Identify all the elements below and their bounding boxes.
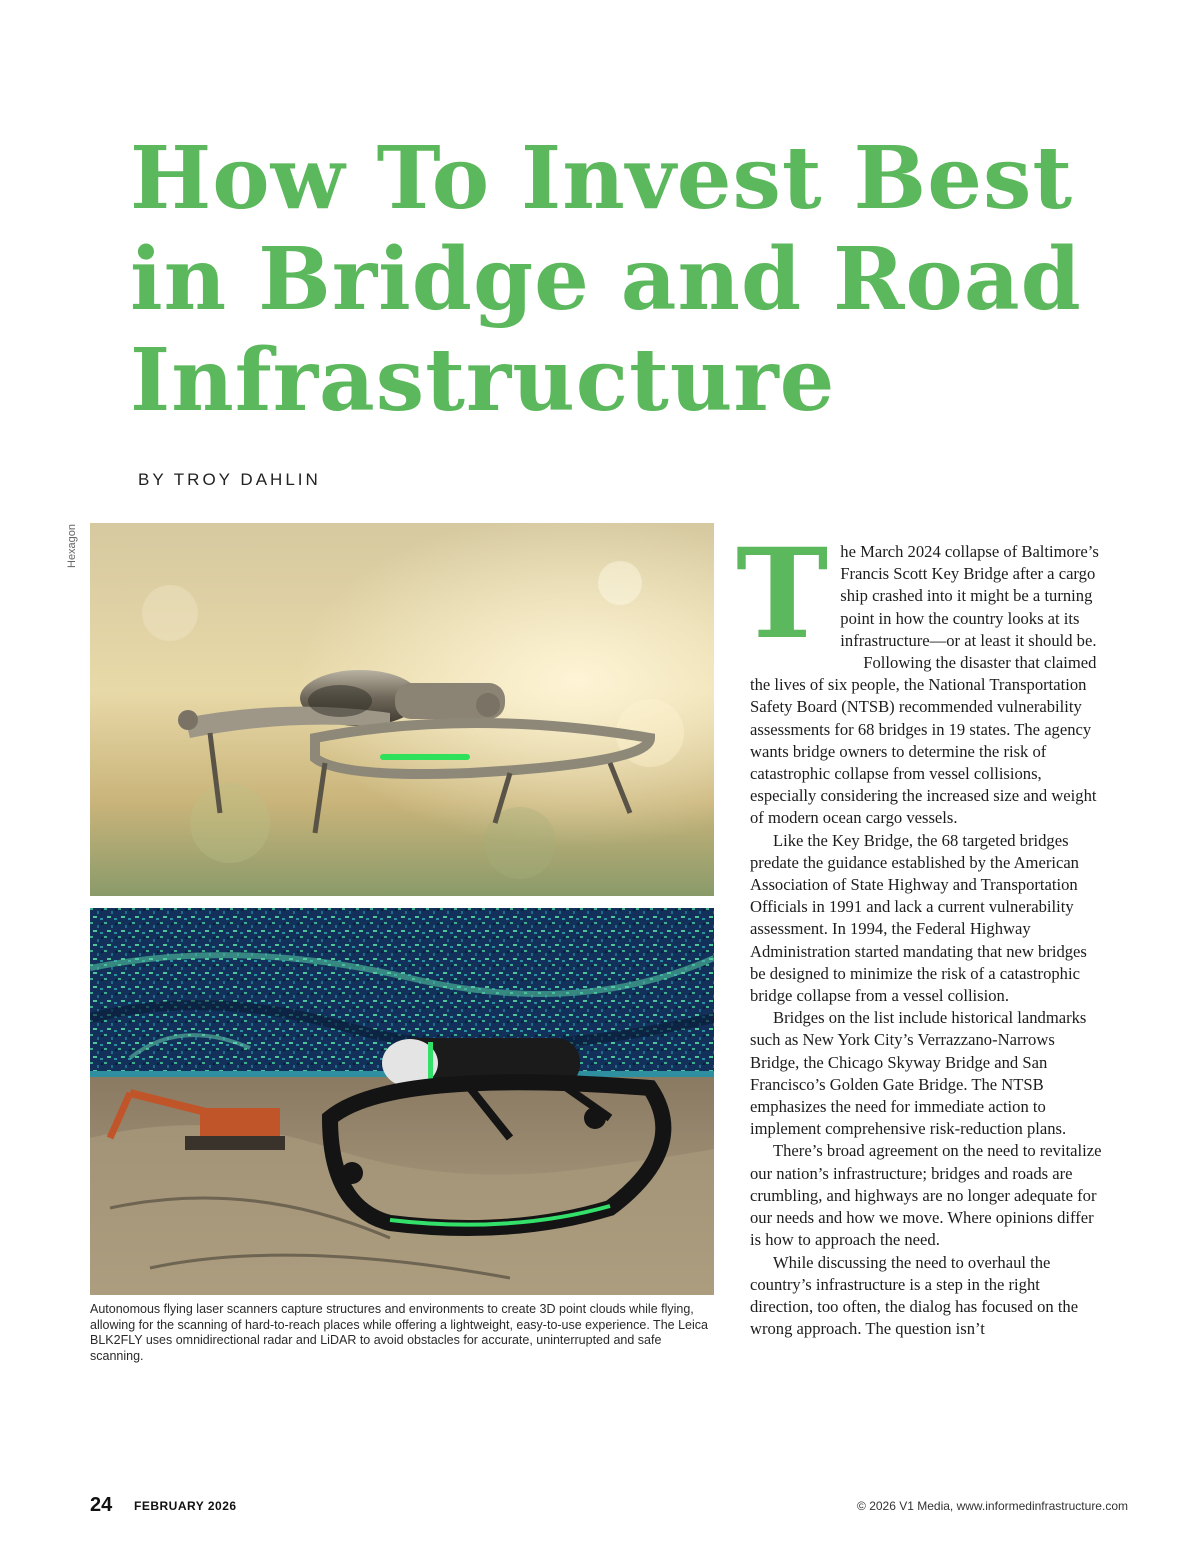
issue-date: FEBRUARY 2026 (134, 1499, 237, 1513)
copyright-notice: © 2026 V1 Media, www.informedinfrastructure.com (857, 1499, 1128, 1513)
title-line-1: How To Invest Best (130, 128, 1074, 229)
body-paragraph: Like the Key Bridge, the 68 targeted bridges predate the guidance established by the American Association of State Highway and Transportation Officials in 1991 and lack a current vulnerability assessment. In 1994, the Federal Highway Administration started mandating that new bridges be designed to minimize the risk of a catastrophic bridge collapse from a vessel collision. (750, 830, 1087, 1006)
title-line-3: Infrastructure (130, 330, 836, 431)
title-line-2: in Bridge and Road (130, 229, 1082, 330)
body-paragraph: There’s broad agreement on the need to revitalize our nation’s infrastructure; bridges and roads are crumbling, and highways are no longer adequate for our needs and how we move. Where opinions differ is how to approach the need. (750, 1141, 1102, 1250)
page-footer (90, 1494, 1128, 1518)
body-paragraph: While discussing the need to overhaul the country’s infrastructure is a step in the right direction, too often, the dialog has focused on the wrong approach. The question isn’t (750, 1252, 1079, 1339)
article-body (736, 522, 1102, 1340)
body-paragraph: Following the disaster that claimed the lives of six people, the National Transportation Safety Board (NTSB) recommended vulnerability assessments for 68 bridges in 19 states. The agency wants bridge owners to determine the risk of catastrophic collapse from vessel collisions, especially considering the increased size and weight of modern ocean cargo vessels. (750, 653, 1097, 828)
drop-cap: T (736, 522, 829, 667)
article-title (130, 128, 1130, 431)
body-paragraph: Bridges on the list include historical landmarks such as New York City’s Verrazzano-Narrows Bridge, the Chicago Skyway Bridge and San Francisco’s Golden Gate Bridge. The NTSB emphasizes the need for immediate action to implement comprehensive risk-reduction plans. (750, 1008, 1087, 1139)
photo-credit: Hexagon (66, 523, 78, 568)
body-paragraph: he March 2024 collapse of Baltimore’s Francis Scott Key Bridge after a cargo ship crashed into it might be a turning point in how the country looks at its infrastructure—or at least it should be. (840, 542, 1099, 650)
drone-flight-photo (90, 523, 714, 896)
page-number: 24 (90, 1494, 113, 1516)
point-cloud-scan-photo (90, 908, 714, 1295)
photo-caption: Autonomous flying laser scanners capture structures and environments to create 3D point clouds while flying, allowing for the scanning of hard-to-reach places while offering a lightweight, easy-to-use experience. The Leica BLK2FLY uses omnidirectional radar and LiDAR to avoid obstacles for accurate, uninterrupted and safe scanning. (90, 1302, 708, 1363)
byline: BY TROY DAHLIN (138, 470, 321, 489)
